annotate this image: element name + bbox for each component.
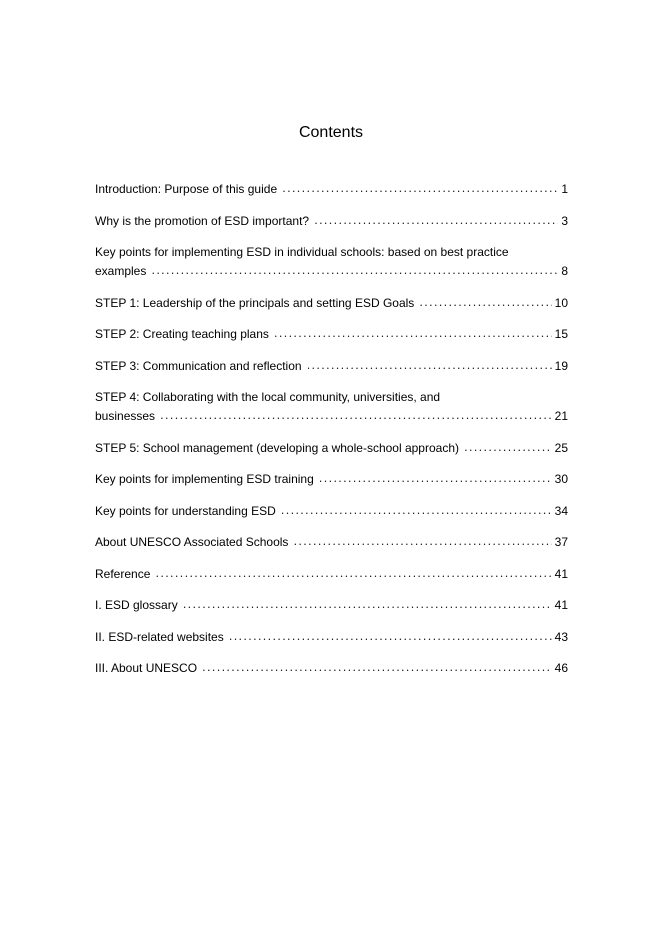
dot-leader	[294, 536, 551, 555]
dot-leader	[184, 599, 552, 618]
dot-leader	[465, 442, 552, 461]
toc-entry-text: Key points for implementing ESD training	[95, 472, 314, 486]
dot-leader	[283, 183, 558, 202]
toc-entry	[95, 212, 568, 234]
toc-entry	[95, 470, 568, 492]
dot-leader	[308, 360, 552, 379]
dot-leader	[315, 215, 558, 234]
toc-entry	[95, 533, 568, 555]
dot-leader	[203, 662, 552, 681]
toc-page-number: 15	[554, 327, 568, 341]
toc-page-number: 1	[561, 182, 568, 196]
toc-page-number: 8	[561, 264, 568, 278]
toc-page-number: 41	[554, 598, 568, 612]
toc-entry-text: Key points for understanding ESD	[95, 503, 276, 518]
toc-entry	[95, 180, 568, 202]
toc-entry	[95, 388, 568, 429]
toc-page-number: 41	[554, 566, 568, 581]
dot-leader	[161, 410, 552, 429]
toc-page-number: 3	[561, 213, 568, 228]
dot-leader	[275, 328, 552, 347]
toc-entry	[95, 502, 568, 524]
dot-leader	[320, 473, 552, 492]
toc-entry-text: About UNESCO Associated Schools	[95, 535, 289, 549]
toc-page-number: 25	[554, 440, 568, 455]
toc-page-number: 30	[554, 472, 568, 486]
toc-entry-text: III. About UNESCO	[95, 661, 198, 675]
toc-entry	[95, 628, 568, 650]
toc-entry-text: II. ESD-related websites	[95, 629, 224, 644]
toc-entry	[95, 325, 568, 347]
toc-entry-text: I. ESD glossary	[95, 598, 178, 612]
toc-page-number: 21	[554, 409, 568, 423]
toc-entry-text: STEP 3: Communication and reflection	[95, 358, 302, 373]
dot-leader	[156, 568, 551, 587]
dot-leader	[282, 505, 552, 524]
toc-entry-text: STEP 2: Creating teaching plans	[95, 327, 269, 341]
toc-entry-text: Why is the promotion of ESD important?	[95, 213, 310, 228]
page-title: Contents	[298, 124, 364, 141]
toc-entry-text: STEP 1: Leadership of the principals and setting ESD Goals	[95, 295, 415, 310]
toc-page-number: 10	[554, 295, 568, 310]
toc-entry	[95, 596, 568, 618]
toc-entry-text: businesses	[95, 409, 156, 423]
dot-leader	[230, 631, 552, 650]
toc-entry	[95, 243, 568, 284]
toc-page-number: 43	[554, 629, 568, 644]
dot-leader	[420, 297, 551, 316]
toc-entry	[95, 294, 568, 316]
toc-entry-text-line1: STEP 4: Collaborating with the local community, universities, and	[95, 390, 441, 404]
toc-entry	[95, 565, 568, 587]
toc-entry-text: examples	[95, 264, 147, 278]
toc-page-number: 37	[554, 535, 568, 549]
toc-entry-text-line1: Key points for implementing ESD in individual schools: based on best practice	[95, 245, 509, 259]
toc-entry-text: Reference	[95, 566, 151, 581]
toc-entry-text: STEP 5: School management (developing a whole-school approach)	[95, 440, 459, 455]
table-of-contents	[95, 180, 568, 691]
toc-page-number: 19	[554, 358, 568, 373]
toc-entry-text: Introduction: Purpose of this guide	[95, 182, 278, 196]
toc-entry	[95, 659, 568, 681]
toc-entry	[95, 357, 568, 379]
toc-page-number: 34	[554, 503, 568, 518]
toc-page-number: 46	[554, 661, 568, 675]
dot-leader	[152, 265, 558, 284]
toc-entry	[95, 439, 568, 461]
